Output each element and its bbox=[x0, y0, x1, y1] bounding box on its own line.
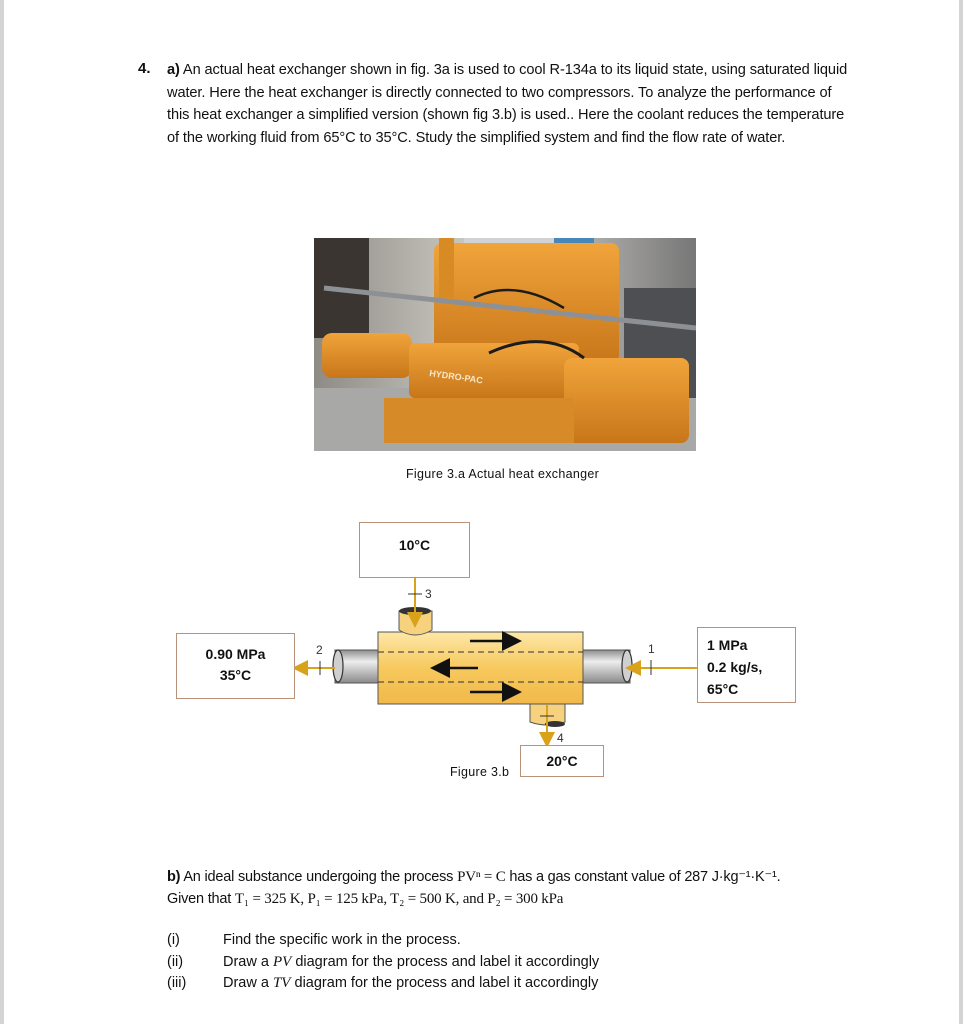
question-number: 4. bbox=[138, 60, 151, 77]
question-part-a bbox=[167, 59, 857, 149]
station-4-label: 4 bbox=[557, 731, 564, 745]
page-edge-left bbox=[0, 0, 4, 1024]
refrigerant-inlet-temperature: 65°C bbox=[707, 681, 739, 697]
part-b-label: b) bbox=[167, 869, 181, 885]
item-text-post: diagram for the process and label it accordingly bbox=[290, 975, 599, 991]
given-prefix: Given that bbox=[167, 891, 235, 907]
water-inlet-box bbox=[359, 522, 470, 578]
refrigerant-inlet-pressure: 1 MPa bbox=[707, 637, 748, 653]
item-number: (ii) bbox=[167, 953, 184, 970]
figure-3a-caption: Figure 3.a Actual heat exchanger bbox=[406, 467, 600, 481]
refrigerant-outlet-temperature: 35°C bbox=[219, 667, 252, 683]
part-b-text-2: has a gas constant value of 287 J·kg⁻¹·K⁻¹. bbox=[505, 869, 781, 885]
item-text-post: diagram for the process and label it accordingly bbox=[291, 953, 600, 970]
hydro-pac-label: HYDRO-PAC bbox=[428, 368, 484, 386]
question-part-b bbox=[167, 866, 867, 910]
item-number: (i) bbox=[167, 932, 180, 948]
given-values: T₁ = 325 K, P₁ = 125 kPa, T₂ = 500 K, and P₂ = 300 kPa bbox=[234, 891, 564, 907]
page-edge-right bbox=[959, 0, 963, 1024]
part-a-text: An actual heat exchanger shown in fig. 3a is used to cool R-134a to its liquid state, using saturated liquid water. Here the heat exchanger is directly connected to two compressors. To analyze the performance of this heat exchanger a simplified version (shown fig 3.b) is used.. Here the coolant reduces the temperature of the working fluid from 65°C to 35°C. Study the simplified system and find the flow rate of water. bbox=[167, 62, 848, 146]
item-text-pre: Draw a bbox=[223, 975, 273, 991]
item-text: Find the specific work in the process. bbox=[223, 932, 461, 948]
process-equation: PVⁿ = C bbox=[457, 869, 506, 885]
item-symbol: PV bbox=[272, 953, 292, 970]
water-outlet-temperature: 20°C bbox=[546, 753, 578, 769]
water-outlet-box bbox=[520, 745, 604, 777]
item-symbol: TV bbox=[272, 975, 291, 991]
item-number: (iii) bbox=[167, 975, 187, 991]
refrigerant-outlet-box bbox=[176, 633, 295, 699]
refrigerant-inlet-flow: 0.2 kg/s, bbox=[707, 659, 763, 675]
heat-exchanger-photo bbox=[314, 238, 696, 451]
part-b-text-1: An ideal substance undergoing the process bbox=[180, 869, 458, 885]
station-1-label: 1 bbox=[648, 642, 655, 656]
item-text-pre: Draw a bbox=[223, 953, 273, 970]
station-3-label: 3 bbox=[425, 587, 432, 601]
refrigerant-inlet-box bbox=[697, 627, 796, 703]
refrigerant-outlet-pressure: 0.90 MPa bbox=[205, 646, 266, 662]
station-2-label: 2 bbox=[316, 643, 323, 657]
figure-3b-caption: Figure 3.b bbox=[450, 765, 510, 779]
part-a-label: a) bbox=[167, 62, 180, 78]
water-inlet-temperature: 10°C bbox=[398, 537, 431, 553]
